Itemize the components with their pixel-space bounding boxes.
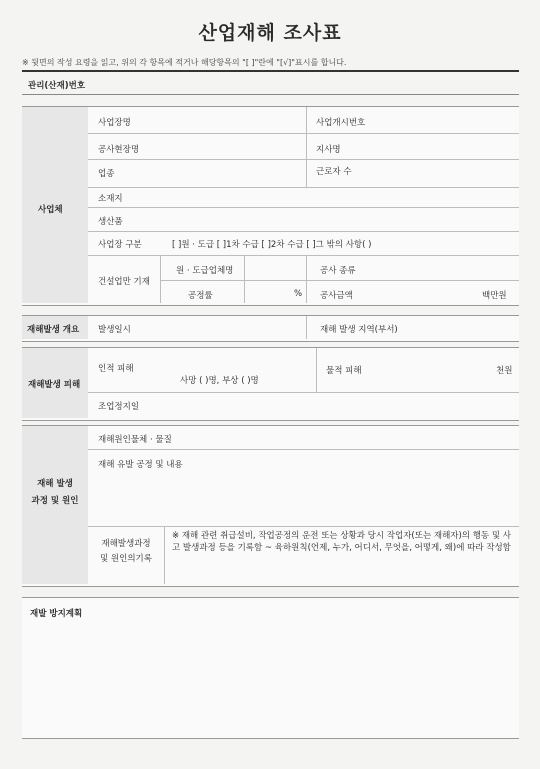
- divider: [306, 255, 307, 303]
- region-label: 재해 발생 지역(부서): [320, 325, 398, 335]
- amount-unit: 백만원: [482, 291, 507, 301]
- human-damage-label: 인적 피해: [98, 364, 134, 374]
- site-name-label: 공사현장명: [98, 145, 140, 155]
- divider: [164, 526, 165, 584]
- business-section: [22, 106, 519, 306]
- divider: [22, 94, 519, 95]
- divider: [88, 159, 519, 160]
- divider: [88, 449, 519, 450]
- divider: [88, 255, 519, 256]
- process-section-label-line1: 재해 발생: [37, 479, 73, 489]
- cause-material-label: 재해원인물체 · 물질: [98, 435, 172, 445]
- divider: [88, 231, 519, 232]
- casualty-count-fields[interactable]: 사망 ( )명, 부상 ( )명: [180, 376, 259, 386]
- divider: [88, 526, 519, 527]
- progress-rate-label: 공정률: [188, 291, 213, 301]
- branch-name-label: 지사명: [316, 145, 341, 155]
- instruction-notice: ※ 뒷면의 작성 요령을 읽고, 위의 각 항목에 적거나 해당항목의 "[ ]"란에 "[√]"표시를 합니다.: [22, 58, 347, 67]
- damage-section: [22, 347, 519, 421]
- record-label-line1: 재해발생과정: [101, 539, 151, 549]
- division-options[interactable]: [ ]원 · 도급 [ ]1차 수급 [ ]2차 수급 [ ]그 밖의 사항( ): [172, 240, 372, 250]
- process-content-label: 재해 유발 공정 및 내용: [98, 460, 183, 470]
- damage-section-label: 재해발생 피해: [28, 380, 81, 390]
- thousand-won-unit: 천원: [496, 366, 513, 376]
- business-reg-no-label: 사업개시번호: [316, 118, 366, 128]
- products-label: 생산품: [98, 217, 123, 227]
- record-instruction-note: ※ 재해 관련 취급설비, 작업공정의 운전 또는 상황과 당시 작업자(또는 재해자)의 행동 및 사고 발생과정 등을 기록함 ~ 육하원칙(언제, 누가, 어디서, 무엇을, 어떻게, 왜)에 따라 작성함: [172, 531, 511, 553]
- record-label-line2: 및 원인의기록: [100, 554, 152, 564]
- top-divider: [22, 70, 519, 72]
- overview-section: [22, 315, 519, 342]
- mgmt-number-label: 관리(산재)번호: [28, 81, 86, 91]
- divider: [88, 207, 519, 208]
- division-label: 사업장 구분: [98, 240, 142, 250]
- workers-label: 근로자 수: [316, 167, 352, 177]
- construction-amount-label: 공사금액: [320, 291, 353, 301]
- prevention-section: [22, 597, 519, 739]
- overview-section-label: 재해발생 개요: [27, 325, 80, 335]
- divider: [244, 255, 245, 303]
- prevention-section-label: 재발 방지계획: [30, 609, 83, 619]
- divider: [306, 107, 307, 188]
- industry-label: 업종: [98, 169, 115, 179]
- divider: [306, 316, 307, 339]
- datetime-label: 발생일시: [98, 325, 131, 335]
- construction-type-label: 공사 종류: [320, 266, 356, 276]
- divider: [88, 187, 519, 188]
- percent-unit: %: [294, 289, 303, 299]
- divider: [88, 392, 519, 393]
- divider: [88, 133, 519, 134]
- business-section-label: 사업체: [38, 205, 63, 215]
- address-label: 소재지: [98, 194, 123, 204]
- process-section-label-line2: 과정 및 원인: [31, 496, 79, 506]
- suspension-days-label: 조업정지일: [98, 402, 140, 412]
- form-title: 산업재해 조사표: [198, 22, 342, 44]
- divider: [160, 280, 519, 281]
- property-damage-label: 물적 피해: [326, 366, 362, 376]
- construction-only-label: 건설업만 기재: [98, 277, 150, 287]
- business-name-label: 사업장명: [98, 118, 131, 128]
- divider: [160, 255, 161, 303]
- contractor-name-label: 원 · 도급업체명: [176, 266, 234, 276]
- divider: [316, 348, 317, 392]
